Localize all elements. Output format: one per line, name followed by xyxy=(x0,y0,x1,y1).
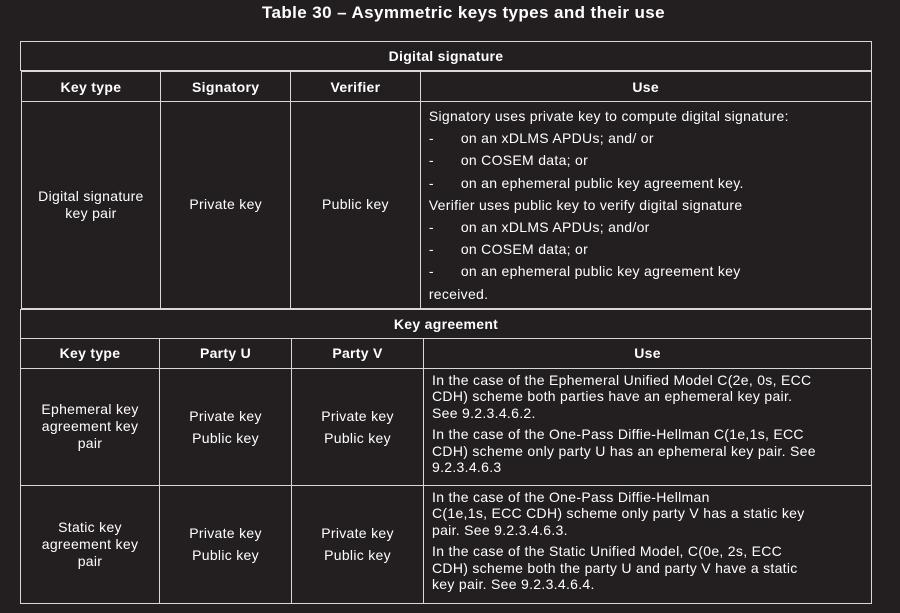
cell-key-type xyxy=(21,368,160,485)
use-paragraph xyxy=(432,543,865,593)
bullet-dash: - xyxy=(428,263,434,280)
cell-party-v xyxy=(292,485,424,603)
use-text-line: key pair. See 9.2.3.4.6.4. xyxy=(432,576,595,593)
header-party-v: Party V xyxy=(292,338,424,368)
party-key: Public key xyxy=(324,429,391,446)
header-use: Use xyxy=(424,338,872,368)
use-paragraph xyxy=(432,372,865,422)
use-text-line: See 9.2.3.4.6.2. xyxy=(432,404,536,421)
table-title: Table 30 – Asymmetric keys types and their use xyxy=(262,3,665,22)
cell-party-u xyxy=(160,485,292,603)
bullet-text: on an xDLMS APDUs; and/ or xyxy=(460,130,654,147)
key-type-line: Ephemeral key xyxy=(41,401,139,418)
key-type-line: Digital signature xyxy=(38,187,144,204)
use-text-line: CDH) scheme both the party U and party V have a static xyxy=(432,559,798,576)
header-party-u: Party U xyxy=(160,338,292,368)
cell-signatory: Private key xyxy=(161,102,291,309)
bullet-item xyxy=(429,149,865,171)
cell-party-v xyxy=(292,368,424,485)
key-type-line: Static key xyxy=(58,518,122,535)
cell-use xyxy=(420,102,871,309)
party-key: Private key xyxy=(321,525,394,542)
bullet-item xyxy=(429,238,865,260)
use-text-line: CDH) scheme only party U has an ephemeral key pair. See xyxy=(432,442,816,459)
bullet-text: on an ephemeral public key agreement key. xyxy=(460,174,744,191)
bullet-item xyxy=(429,260,865,282)
cell-party-u xyxy=(160,368,292,485)
party-key: Private key xyxy=(189,525,262,542)
use-text-line: In the case of the Static Unified Model, C(0e, 2s, ECC xyxy=(432,543,783,560)
key-type-line: pair xyxy=(77,435,103,452)
bullet-text: on an ephemeral public key agreement key xyxy=(460,263,741,280)
use-text-line: CDH) scheme both parties have an ephemeral key pair. xyxy=(432,388,793,405)
key-type-line: pair xyxy=(77,552,103,569)
bullet-item xyxy=(429,216,865,238)
party-key: Private key xyxy=(321,407,394,424)
use-text-line: Verifier uses public key to verify digital signature xyxy=(428,196,743,213)
header-signatory: Signatory xyxy=(161,72,291,102)
bullet-text: on an xDLMS APDUs; and/or xyxy=(460,219,650,236)
use-paragraph xyxy=(432,426,865,476)
bullet-dash: - xyxy=(428,130,434,147)
asymmetric-keys-table xyxy=(20,41,872,604)
party-key: Private key xyxy=(189,407,262,424)
party-key: Public key xyxy=(324,547,391,564)
key-type-line: agreement key xyxy=(41,535,139,552)
use-text-line: received. xyxy=(428,285,489,302)
bullet-text: on COSEM data; or xyxy=(460,152,589,169)
bullet-item xyxy=(429,127,865,149)
use-text-line: In the case of the Ephemeral Unified Model C(2e, 0s, ECC xyxy=(432,371,812,388)
use-text-line: 9.2.3.4.6.3 xyxy=(432,459,502,476)
cell-key-type xyxy=(21,485,160,603)
digital-signature-section xyxy=(21,71,872,309)
header-key-type: Key type xyxy=(21,72,161,102)
header-verifier: Verifier xyxy=(291,72,421,102)
party-key: Public key xyxy=(192,547,259,564)
use-text-line: In the case of the One-Pass Diffie-Hellman xyxy=(432,488,710,505)
bullet-dash: - xyxy=(428,241,434,258)
use-text-line: In the case of the One-Pass Diffie-Hellman C(1e,1s, ECC xyxy=(432,426,804,443)
bullet-item xyxy=(429,172,865,194)
use-paragraph xyxy=(432,489,865,539)
cell-key-type xyxy=(21,102,161,309)
bullet-dash: - xyxy=(428,219,434,236)
key-type-line: key pair xyxy=(65,204,117,221)
cell-use xyxy=(424,485,872,603)
digital-signature-band: Digital signature xyxy=(21,42,872,71)
header-key-type: Key type xyxy=(21,338,160,368)
header-use: Use xyxy=(420,72,871,102)
use-text-line: Signatory uses private key to compute digital signature: xyxy=(428,108,789,124)
use-text-line: C(1e,1s, ECC CDH) scheme only party V has a static key xyxy=(432,505,805,522)
party-key: Public key xyxy=(192,429,259,446)
key-agreement-band: Key agreement xyxy=(21,309,872,338)
cell-verifier: Public key xyxy=(291,102,421,309)
bullet-dash: - xyxy=(428,152,434,169)
cell-use xyxy=(424,368,872,485)
key-type-line: agreement key xyxy=(41,418,139,435)
use-text-line: pair. See 9.2.3.4.6.3. xyxy=(432,521,568,538)
bullet-text: on COSEM data; or xyxy=(460,241,589,258)
bullet-dash: - xyxy=(428,174,434,191)
